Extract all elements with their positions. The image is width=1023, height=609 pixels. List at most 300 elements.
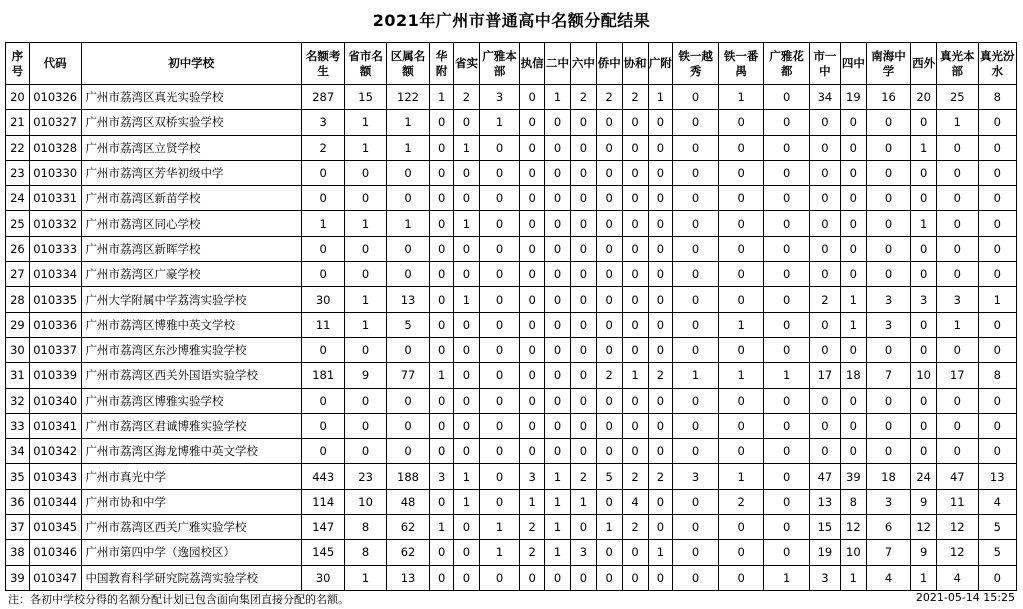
column-header: 广雅本部 bbox=[479, 43, 519, 85]
school-name-cell: 广州市荔湾区新苗学校 bbox=[81, 186, 301, 211]
row-index-cell: 25 bbox=[6, 211, 30, 236]
quota-cell: 0 bbox=[622, 262, 648, 287]
quota-cell: 1 bbox=[479, 540, 519, 565]
quota-cell: 0 bbox=[911, 236, 937, 261]
quota-cell: 13 bbox=[386, 565, 429, 590]
quota-cell: 1 bbox=[430, 85, 454, 110]
school-code-cell: 010346 bbox=[29, 540, 81, 565]
quota-cell: 15 bbox=[809, 515, 840, 540]
column-header: 铁一越秀 bbox=[673, 43, 719, 85]
quota-cell: 1 bbox=[345, 565, 386, 590]
quota-cell: 4 bbox=[937, 565, 978, 590]
quota-cell: 0 bbox=[430, 337, 454, 362]
quota-cell: 0 bbox=[622, 160, 648, 185]
quota-cell: 0 bbox=[622, 439, 648, 464]
quota-cell: 0 bbox=[648, 413, 673, 438]
school-name-cell: 广州市荔湾区芳华初级中学 bbox=[81, 160, 301, 185]
quota-cell: 1 bbox=[301, 211, 344, 236]
column-header: 省实 bbox=[454, 43, 480, 85]
quota-cell: 0 bbox=[479, 135, 519, 160]
quota-cell: 2 bbox=[809, 287, 840, 312]
quota-cell: 1 bbox=[479, 110, 519, 135]
quota-cell: 3 bbox=[937, 287, 978, 312]
quota-cell: 0 bbox=[596, 211, 622, 236]
quota-cell: 15 bbox=[345, 85, 386, 110]
column-header: 省市名额 bbox=[345, 43, 386, 85]
column-header: 区属名额 bbox=[386, 43, 429, 85]
quota-cell: 0 bbox=[809, 262, 840, 287]
quota-cell: 0 bbox=[596, 312, 622, 337]
quota-cell: 0 bbox=[520, 211, 545, 236]
quota-cell: 0 bbox=[454, 160, 480, 185]
quota-cell: 0 bbox=[840, 236, 866, 261]
quota-cell: 0 bbox=[386, 262, 429, 287]
quota-cell: 0 bbox=[866, 135, 910, 160]
quota-cell: 11 bbox=[301, 312, 344, 337]
quota-cell: 0 bbox=[809, 211, 840, 236]
quota-cell: 2 bbox=[570, 464, 596, 489]
quota-cell: 0 bbox=[454, 388, 480, 413]
quota-cell: 9 bbox=[911, 489, 937, 514]
quota-cell: 10 bbox=[911, 363, 937, 388]
quota-cell: 1 bbox=[386, 211, 429, 236]
quota-cell: 1 bbox=[520, 489, 545, 514]
quota-cell: 0 bbox=[622, 110, 648, 135]
quota-cell: 0 bbox=[764, 464, 810, 489]
quota-cell: 0 bbox=[596, 262, 622, 287]
column-header: 代码 bbox=[29, 43, 81, 85]
quota-cell: 0 bbox=[479, 388, 519, 413]
quota-cell: 0 bbox=[479, 439, 519, 464]
quota-cell: 1 bbox=[345, 135, 386, 160]
quota-cell: 287 bbox=[301, 85, 344, 110]
row-index-cell: 22 bbox=[6, 135, 30, 160]
quota-cell: 1 bbox=[596, 515, 622, 540]
quota-cell: 0 bbox=[937, 439, 978, 464]
school-code-cell: 010341 bbox=[29, 413, 81, 438]
quota-cell: 0 bbox=[454, 110, 480, 135]
quota-cell: 0 bbox=[622, 312, 648, 337]
quota-cell: 0 bbox=[570, 363, 596, 388]
quota-cell: 1 bbox=[764, 363, 810, 388]
quota-cell: 0 bbox=[648, 439, 673, 464]
school-code-cell: 010330 bbox=[29, 160, 81, 185]
quota-cell: 0 bbox=[570, 186, 596, 211]
quota-cell: 6 bbox=[866, 515, 910, 540]
quota-cell: 3 bbox=[673, 464, 719, 489]
quota-cell: 0 bbox=[673, 312, 719, 337]
school-name-cell: 广州市荔湾区立贤学校 bbox=[81, 135, 301, 160]
table-body bbox=[6, 85, 1017, 591]
quota-cell: 1 bbox=[345, 110, 386, 135]
quota-cell: 0 bbox=[570, 312, 596, 337]
quota-cell: 0 bbox=[596, 540, 622, 565]
quota-cell: 0 bbox=[978, 160, 1017, 185]
quota-cell: 39 bbox=[840, 464, 866, 489]
quota-cell: 30 bbox=[301, 287, 344, 312]
quota-cell: 62 bbox=[386, 540, 429, 565]
quota-cell: 0 bbox=[673, 85, 719, 110]
quota-cell: 1 bbox=[454, 464, 480, 489]
quota-cell: 0 bbox=[718, 413, 764, 438]
quota-cell: 0 bbox=[718, 236, 764, 261]
quota-cell: 0 bbox=[545, 388, 571, 413]
quota-cell: 4 bbox=[978, 489, 1017, 514]
quota-cell: 0 bbox=[718, 439, 764, 464]
quota-cell: 1 bbox=[718, 312, 764, 337]
quota-cell: 0 bbox=[840, 439, 866, 464]
quota-cell: 0 bbox=[345, 236, 386, 261]
row-index-cell: 33 bbox=[6, 413, 30, 438]
quota-cell: 0 bbox=[648, 110, 673, 135]
quota-cell: 1 bbox=[345, 211, 386, 236]
quota-cell: 1 bbox=[911, 135, 937, 160]
quota-cell: 0 bbox=[570, 565, 596, 590]
quota-cell: 2 bbox=[454, 85, 480, 110]
quota-cell: 1 bbox=[345, 312, 386, 337]
quota-cell: 0 bbox=[809, 388, 840, 413]
school-code-cell: 010345 bbox=[29, 515, 81, 540]
quota-cell: 1 bbox=[545, 515, 571, 540]
quota-cell: 1 bbox=[937, 110, 978, 135]
quota-cell: 19 bbox=[840, 85, 866, 110]
quota-cell: 11 bbox=[937, 489, 978, 514]
quota-cell: 181 bbox=[301, 363, 344, 388]
footnote: 注：各初中学校分得的名额分配计划已包含面向集团直接分配的名额。 bbox=[8, 593, 349, 606]
quota-cell: 1 bbox=[840, 565, 866, 590]
quota-cell: 18 bbox=[840, 363, 866, 388]
quota-cell: 47 bbox=[937, 464, 978, 489]
quota-cell: 30 bbox=[301, 565, 344, 590]
quota-cell: 0 bbox=[937, 135, 978, 160]
quota-cell: 0 bbox=[911, 186, 937, 211]
quota-cell: 0 bbox=[520, 312, 545, 337]
quota-cell: 0 bbox=[673, 540, 719, 565]
quota-cell: 0 bbox=[809, 135, 840, 160]
quota-cell: 2 bbox=[622, 85, 648, 110]
quota-cell: 0 bbox=[479, 565, 519, 590]
quota-cell: 0 bbox=[718, 262, 764, 287]
quota-cell: 0 bbox=[386, 388, 429, 413]
quota-cell: 1 bbox=[978, 287, 1017, 312]
quota-cell: 0 bbox=[718, 515, 764, 540]
quota-cell: 0 bbox=[648, 135, 673, 160]
school-code-cell: 010328 bbox=[29, 135, 81, 160]
school-name-cell: 广州市荔湾区君诚博雅实验学校 bbox=[81, 413, 301, 438]
quota-cell: 47 bbox=[809, 464, 840, 489]
quota-cell: 18 bbox=[866, 464, 910, 489]
quota-cell: 0 bbox=[479, 186, 519, 211]
quota-cell: 0 bbox=[596, 337, 622, 362]
quota-cell: 0 bbox=[978, 388, 1017, 413]
quota-cell: 0 bbox=[430, 565, 454, 590]
quota-cell: 0 bbox=[479, 489, 519, 514]
table-row bbox=[6, 489, 1017, 514]
quota-cell: 0 bbox=[673, 388, 719, 413]
table-row bbox=[6, 211, 1017, 236]
quota-cell: 0 bbox=[430, 439, 454, 464]
quota-cell: 7 bbox=[866, 363, 910, 388]
quota-cell: 62 bbox=[386, 515, 429, 540]
row-index-cell: 34 bbox=[6, 439, 30, 464]
school-name-cell: 广州市荔湾区双桥实验学校 bbox=[81, 110, 301, 135]
quota-cell: 2 bbox=[520, 540, 545, 565]
column-header: 序号 bbox=[6, 43, 30, 85]
quota-cell: 0 bbox=[520, 160, 545, 185]
quota-cell: 0 bbox=[345, 439, 386, 464]
quota-cell: 12 bbox=[911, 515, 937, 540]
quota-cell: 0 bbox=[978, 565, 1017, 590]
quota-cell: 0 bbox=[479, 262, 519, 287]
quota-cell: 0 bbox=[978, 312, 1017, 337]
quota-cell: 1 bbox=[718, 464, 764, 489]
quota-cell: 0 bbox=[570, 388, 596, 413]
table-row bbox=[6, 388, 1017, 413]
quota-cell: 16 bbox=[866, 85, 910, 110]
quota-cell: 0 bbox=[911, 388, 937, 413]
quota-cell: 0 bbox=[764, 489, 810, 514]
quota-cell: 0 bbox=[345, 262, 386, 287]
quota-cell: 0 bbox=[809, 160, 840, 185]
quota-cell: 0 bbox=[764, 540, 810, 565]
school-code-cell: 010336 bbox=[29, 312, 81, 337]
quota-cell: 0 bbox=[545, 236, 571, 261]
quota-cell: 0 bbox=[545, 186, 571, 211]
quota-cell: 0 bbox=[479, 236, 519, 261]
quota-cell: 1 bbox=[764, 565, 810, 590]
quota-cell: 0 bbox=[386, 186, 429, 211]
quota-cell: 0 bbox=[345, 186, 386, 211]
quota-cell: 0 bbox=[937, 337, 978, 362]
quota-cell: 0 bbox=[622, 337, 648, 362]
quota-cell: 0 bbox=[648, 236, 673, 261]
quota-cell: 0 bbox=[545, 439, 571, 464]
quota-cell: 0 bbox=[809, 236, 840, 261]
quota-cell: 0 bbox=[648, 388, 673, 413]
quota-cell: 0 bbox=[911, 439, 937, 464]
quota-cell: 0 bbox=[479, 211, 519, 236]
quota-cell: 0 bbox=[301, 160, 344, 185]
table-row bbox=[6, 262, 1017, 287]
row-index-cell: 29 bbox=[6, 312, 30, 337]
quota-cell: 0 bbox=[301, 186, 344, 211]
column-header: 铁一番禺 bbox=[718, 43, 764, 85]
quota-cell: 25 bbox=[937, 85, 978, 110]
quota-cell: 0 bbox=[479, 337, 519, 362]
quota-cell: 0 bbox=[622, 540, 648, 565]
quota-cell: 0 bbox=[978, 110, 1017, 135]
quota-cell: 145 bbox=[301, 540, 344, 565]
row-index-cell: 37 bbox=[6, 515, 30, 540]
quota-cell: 1 bbox=[454, 489, 480, 514]
quota-cell: 0 bbox=[809, 337, 840, 362]
quota-cell: 0 bbox=[978, 186, 1017, 211]
quota-cell: 0 bbox=[545, 287, 571, 312]
quota-cell: 0 bbox=[764, 413, 810, 438]
column-header: 二中 bbox=[545, 43, 571, 85]
table-row bbox=[6, 160, 1017, 185]
quota-cell: 0 bbox=[648, 312, 673, 337]
quota-cell: 5 bbox=[978, 515, 1017, 540]
quota-cell: 13 bbox=[978, 464, 1017, 489]
quota-cell: 114 bbox=[301, 489, 344, 514]
quota-cell: 1 bbox=[345, 287, 386, 312]
row-index-cell: 35 bbox=[6, 464, 30, 489]
quota-cell: 17 bbox=[809, 363, 840, 388]
quota-cell: 0 bbox=[911, 160, 937, 185]
quota-cell: 0 bbox=[866, 236, 910, 261]
quota-cell: 0 bbox=[520, 135, 545, 160]
quota-cell: 0 bbox=[718, 160, 764, 185]
quota-cell: 13 bbox=[809, 489, 840, 514]
quota-cell: 0 bbox=[840, 211, 866, 236]
quota-cell: 0 bbox=[301, 337, 344, 362]
quota-cell: 0 bbox=[596, 413, 622, 438]
quota-cell: 0 bbox=[840, 160, 866, 185]
row-index-cell: 21 bbox=[6, 110, 30, 135]
quota-cell: 0 bbox=[479, 312, 519, 337]
school-name-cell: 广州市荔湾区博雅实验学校 bbox=[81, 388, 301, 413]
quota-cell: 17 bbox=[937, 363, 978, 388]
quota-cell: 0 bbox=[545, 312, 571, 337]
quota-cell: 0 bbox=[764, 135, 810, 160]
quota-cell: 0 bbox=[454, 413, 480, 438]
quota-cell: 23 bbox=[345, 464, 386, 489]
quota-cell: 0 bbox=[520, 110, 545, 135]
quota-cell: 0 bbox=[301, 413, 344, 438]
quota-cell: 0 bbox=[648, 262, 673, 287]
quota-cell: 0 bbox=[673, 489, 719, 514]
quota-cell: 147 bbox=[301, 515, 344, 540]
quota-cell: 0 bbox=[764, 312, 810, 337]
column-header: 四中 bbox=[840, 43, 866, 85]
quota-cell: 2 bbox=[596, 363, 622, 388]
quota-cell: 443 bbox=[301, 464, 344, 489]
quota-cell: 10 bbox=[345, 489, 386, 514]
column-header: 协和 bbox=[622, 43, 648, 85]
quota-cell: 34 bbox=[809, 85, 840, 110]
quota-cell: 0 bbox=[809, 110, 840, 135]
quota-cell: 0 bbox=[479, 413, 519, 438]
quota-cell: 0 bbox=[718, 388, 764, 413]
quota-cell: 3 bbox=[866, 312, 910, 337]
quota-cell: 1 bbox=[545, 464, 571, 489]
quota-cell: 1 bbox=[545, 540, 571, 565]
quota-cell: 3 bbox=[479, 85, 519, 110]
school-code-cell: 010326 bbox=[29, 85, 81, 110]
table-header-row bbox=[6, 43, 1017, 85]
quota-cell: 0 bbox=[454, 312, 480, 337]
quota-cell: 0 bbox=[673, 236, 719, 261]
quota-cell: 0 bbox=[840, 135, 866, 160]
row-index-cell: 24 bbox=[6, 186, 30, 211]
column-header: 侨中 bbox=[596, 43, 622, 85]
quota-cell: 0 bbox=[520, 413, 545, 438]
quota-cell: 4 bbox=[622, 489, 648, 514]
school-name-cell: 广州市荔湾区同心学校 bbox=[81, 211, 301, 236]
table-row bbox=[6, 439, 1017, 464]
school-code-cell: 010327 bbox=[29, 110, 81, 135]
quota-cell: 3 bbox=[430, 464, 454, 489]
quota-cell: 0 bbox=[648, 211, 673, 236]
quota-cell: 0 bbox=[622, 236, 648, 261]
quota-cell: 0 bbox=[520, 186, 545, 211]
quota-cell: 3 bbox=[809, 565, 840, 590]
quota-cell: 0 bbox=[386, 337, 429, 362]
quota-cell: 0 bbox=[430, 388, 454, 413]
school-name-cell: 中国教育科学研究院荔湾实验学校 bbox=[81, 565, 301, 590]
quota-cell: 3 bbox=[301, 110, 344, 135]
quota-cell: 1 bbox=[430, 363, 454, 388]
quota-cell: 0 bbox=[545, 211, 571, 236]
quota-cell: 0 bbox=[648, 489, 673, 514]
school-code-cell: 010333 bbox=[29, 236, 81, 261]
quota-cell: 0 bbox=[386, 236, 429, 261]
quota-cell: 0 bbox=[430, 489, 454, 514]
quota-cell: 8 bbox=[978, 363, 1017, 388]
quota-cell: 0 bbox=[596, 160, 622, 185]
column-header: 南海中学 bbox=[866, 43, 910, 85]
quota-cell: 12 bbox=[937, 540, 978, 565]
column-header: 初中学校 bbox=[81, 43, 301, 85]
quota-cell: 0 bbox=[809, 413, 840, 438]
quota-cell: 0 bbox=[596, 110, 622, 135]
quota-cell: 0 bbox=[454, 262, 480, 287]
quota-cell: 0 bbox=[430, 186, 454, 211]
quota-cell: 0 bbox=[520, 337, 545, 362]
quota-cell: 0 bbox=[764, 236, 810, 261]
quota-cell: 0 bbox=[978, 236, 1017, 261]
row-index-cell: 28 bbox=[6, 287, 30, 312]
quota-cell: 0 bbox=[718, 211, 764, 236]
quota-cell: 0 bbox=[764, 262, 810, 287]
quota-cell: 0 bbox=[937, 236, 978, 261]
table-row bbox=[6, 540, 1017, 565]
quota-cell: 0 bbox=[622, 565, 648, 590]
quota-cell: 0 bbox=[596, 236, 622, 261]
school-name-cell: 广州市协和中学 bbox=[81, 489, 301, 514]
school-code-cell: 010331 bbox=[29, 186, 81, 211]
quota-cell: 0 bbox=[454, 515, 480, 540]
quota-cell: 0 bbox=[673, 135, 719, 160]
quota-cell: 1 bbox=[479, 515, 519, 540]
quota-cell: 0 bbox=[596, 287, 622, 312]
quota-cell: 0 bbox=[596, 565, 622, 590]
quota-cell: 19 bbox=[809, 540, 840, 565]
quota-cell: 0 bbox=[911, 337, 937, 362]
table-row bbox=[6, 515, 1017, 540]
quota-cell: 3 bbox=[520, 464, 545, 489]
quota-cell: 0 bbox=[978, 211, 1017, 236]
column-header: 六中 bbox=[570, 43, 596, 85]
quota-cell: 1 bbox=[718, 85, 764, 110]
column-header: 西外 bbox=[911, 43, 937, 85]
quota-cell: 0 bbox=[570, 515, 596, 540]
table-row bbox=[6, 110, 1017, 135]
quota-cell: 2 bbox=[570, 85, 596, 110]
quota-cell: 13 bbox=[386, 287, 429, 312]
quota-cell: 0 bbox=[596, 135, 622, 160]
quota-cell: 0 bbox=[978, 439, 1017, 464]
quota-cell: 0 bbox=[430, 540, 454, 565]
quota-cell: 77 bbox=[386, 363, 429, 388]
quota-cell: 1 bbox=[648, 540, 673, 565]
quota-cell: 0 bbox=[545, 160, 571, 185]
quota-cell: 0 bbox=[978, 262, 1017, 287]
quota-cell: 0 bbox=[430, 413, 454, 438]
quota-cell: 0 bbox=[764, 186, 810, 211]
school-name-cell: 广州市荔湾区东沙博雅实验学校 bbox=[81, 337, 301, 362]
